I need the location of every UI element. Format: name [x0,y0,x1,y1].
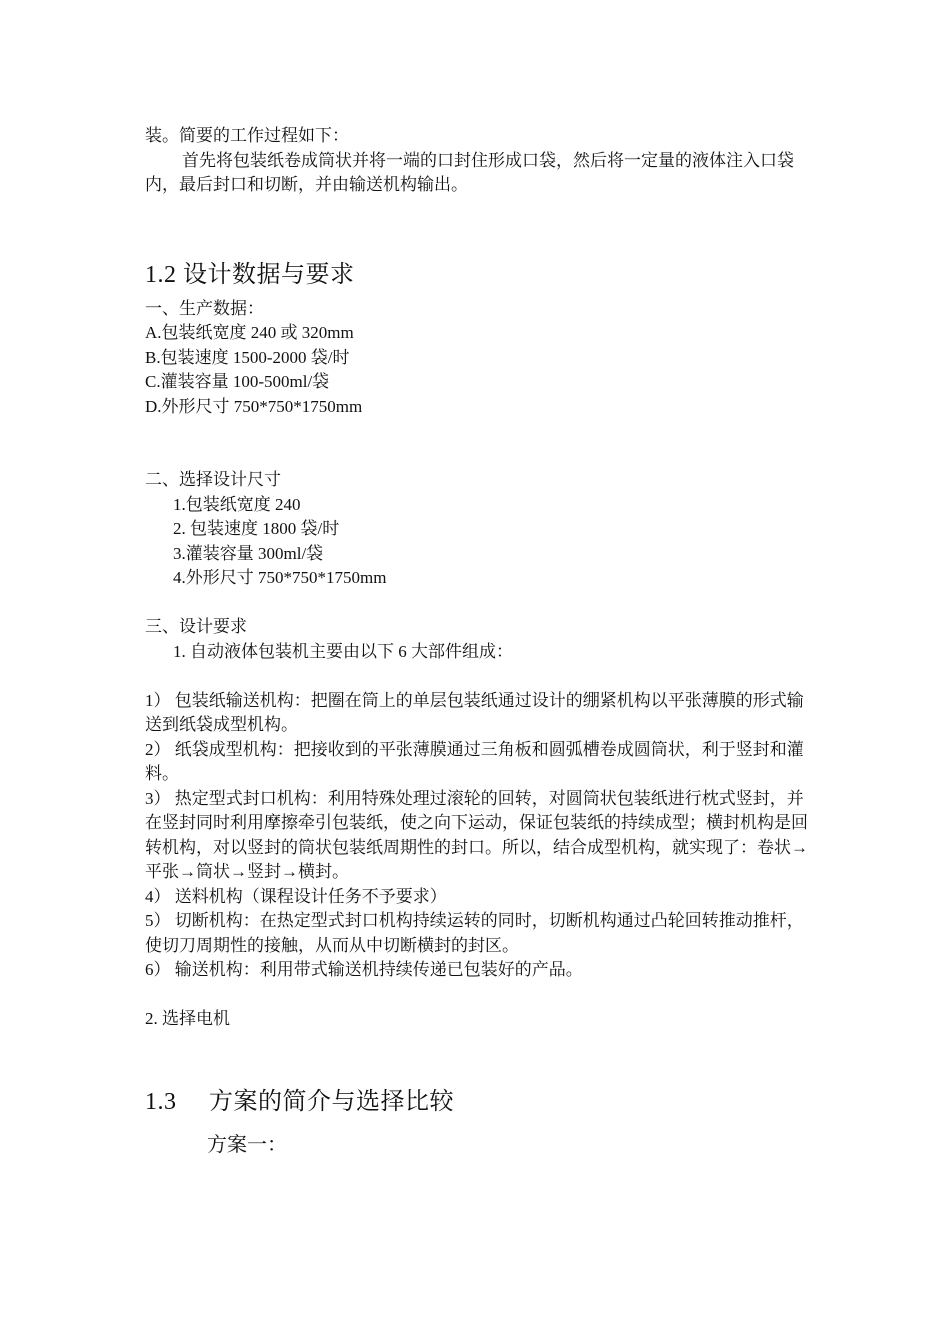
production-data-heading: 一、生产数据： [145,298,264,318]
design-requirements-heading: 三、设计要求 [145,617,247,636]
select-size-heading: 二、选择设计尺寸 [145,470,281,489]
select-size-item: 1.包装纸宽度 240 [173,494,301,514]
component-item: 4） 送料机构（课程设计任务不予要求） [145,886,447,906]
requirements-intro: 1. 自动液体包装机主要由以下 6 大部件组成： [173,641,513,661]
select-motor-line: 2. 选择电机 [145,1009,230,1028]
production-item: B.包装速度 1500-2000 袋/时 [145,347,350,367]
document-page [145,124,815,1159]
production-item: A.包装纸宽度 240 或 320mm [145,323,354,342]
production-item: C.灌装容量 100-500ml/袋 [145,372,330,391]
section-title: 方案的简介与选择比较 [209,1088,454,1115]
section-number: 1.3 [145,1088,177,1115]
scheme-one-label: 方案一： [207,1133,287,1156]
component-item: 5） 切断机构：在热定型式封口机构持续运转的同时，切断机构通过凸轮回转推动推杆，使切刀周期性的接触，从而从中切断横封的封区。 [145,911,804,955]
section-1-2-heading: 1.2 设计数据与要求 [145,261,355,288]
component-item: 3） 热定型式封口机构：利用特殊处理过滚轮的回转，对圆筒状包装纸进行枕式竖封，并在竖封同时利用摩擦牵引包装纸，使之向下运动，保证包装纸的持续成型；横封机构是回转机构，对以竖封的筒状包装纸周期性的封口。所以，结合成型机构，就实现了：卷状→平张→筒状→竖封→横封。 [145,788,808,881]
component-item: 1） 包装纸输送机构：把圈在筒上的单层包装纸通过设计的绷紧机构以平张薄膜的形式输送到纸袋成型机构。 [145,690,804,734]
component-item: 6） 输送机构：利用带式输送机持续传递已包装好的产品。 [145,960,583,979]
intro-paragraph: 首先将包装纸卷成筒状并将一端的口封住形成口袋，然后将一定量的液体注入口袋内，最后封口和切断，并由输送机构输出。 [145,150,794,194]
production-item: D.外形尺寸 750*750*1750mm [145,396,363,416]
section-1-3-heading [145,1087,815,1117]
select-size-item: 2. 包装速度 1800 袋/时 [173,519,340,538]
select-size-item: 4.外形尺寸 750*750*1750mm [173,568,387,587]
select-size-item: 3.灌装容量 300ml/袋 [173,543,324,563]
component-item: 2） 纸袋成型机构：把接收到的平张薄膜通过三角板和圆弧槽卷成圆筒状，利于竖封和灌料。 [145,739,804,783]
intro-line: 装。简要的工作过程如下： [145,126,349,145]
